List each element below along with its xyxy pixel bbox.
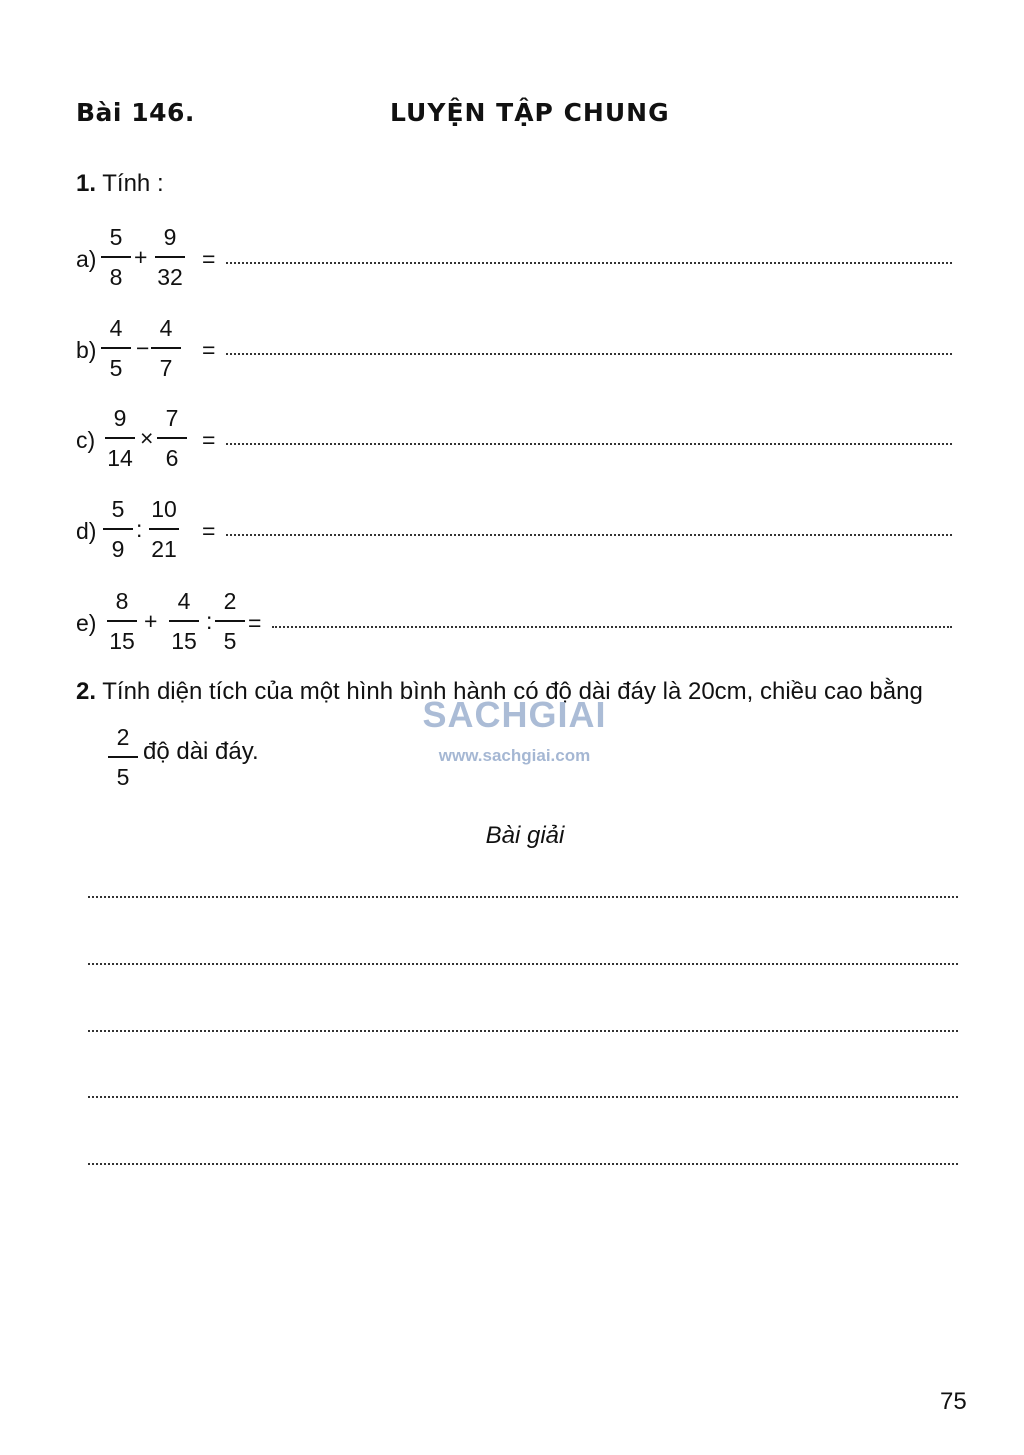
fraction — [214, 586, 246, 656]
numerator: 4 — [159, 315, 173, 341]
fraction — [148, 494, 180, 564]
exercise2-text: Tính diện tích của một hình bình hành có độ dài đáy là 20cm, chiều cao bằng — [102, 678, 923, 705]
denominator: 5 — [116, 763, 130, 790]
denominator: 15 — [109, 627, 135, 654]
solution-line[interactable] — [88, 896, 958, 898]
equals-sign: = — [202, 337, 216, 363]
exercise1-heading — [76, 170, 164, 198]
numerator: 2 — [223, 588, 237, 614]
problem-label: b) — [76, 337, 97, 363]
fraction — [106, 586, 138, 656]
denominator: 5 — [109, 354, 123, 381]
numerator: 2 — [116, 724, 130, 750]
fraction-bar — [151, 347, 181, 349]
fraction-bar — [101, 347, 131, 349]
page-number: 75 — [940, 1388, 967, 1415]
operator: : — [136, 516, 143, 542]
lesson-number: Bài 146. — [76, 98, 195, 127]
numerator: 10 — [151, 496, 177, 522]
answer-blank[interactable] — [226, 353, 952, 355]
solution-line[interactable] — [88, 1030, 958, 1032]
denominator: 14 — [107, 444, 133, 471]
numerator: 7 — [165, 405, 179, 431]
fraction — [102, 494, 134, 564]
operator: − — [136, 335, 150, 361]
fraction-bar — [149, 528, 179, 530]
problem-label: e) — [76, 610, 97, 636]
fraction-bar — [108, 756, 138, 758]
numerator: 5 — [111, 496, 125, 522]
exercise2-fraction — [107, 722, 139, 792]
denominator: 21 — [151, 535, 177, 562]
operator: + — [144, 608, 158, 634]
problem-c — [76, 403, 956, 473]
denominator: 15 — [171, 627, 197, 654]
answer-blank[interactable] — [226, 534, 952, 536]
denominator: 9 — [111, 535, 125, 562]
solution-line[interactable] — [88, 1096, 958, 1098]
problem-label: d) — [76, 518, 97, 544]
lesson-title: LUYỆN TẬP CHUNG — [390, 98, 670, 127]
answer-blank[interactable] — [272, 626, 952, 628]
numerator: 9 — [163, 224, 177, 250]
fraction-bar — [157, 437, 187, 439]
fraction — [168, 586, 200, 656]
answer-blank[interactable] — [226, 262, 952, 264]
numerator: 4 — [177, 588, 191, 614]
numerator: 8 — [115, 588, 129, 614]
fraction — [154, 222, 186, 292]
fraction — [156, 403, 188, 473]
operator: + — [134, 244, 148, 270]
equals-sign: = — [202, 246, 216, 272]
denominator: 8 — [109, 263, 123, 290]
problem-d — [76, 494, 956, 564]
answer-blank[interactable] — [226, 443, 952, 445]
fraction-bar — [103, 528, 133, 530]
fraction — [104, 403, 136, 473]
fraction — [100, 222, 132, 292]
exercise1-instruction: Tính : — [102, 170, 164, 197]
solution-line[interactable] — [88, 1163, 958, 1165]
denominator: 5 — [223, 627, 237, 654]
fraction-bar — [101, 256, 131, 258]
watermark-url: www.sachgiai.com — [438, 746, 591, 765]
exercise2-text-continued: độ dài đáy. — [143, 738, 259, 765]
equals-sign: = — [202, 427, 216, 453]
operator: : — [206, 608, 213, 634]
exercise1-number: 1. — [76, 170, 97, 197]
denominator: 6 — [165, 444, 179, 471]
fraction — [100, 313, 132, 383]
fraction-bar — [107, 620, 137, 622]
fraction-bar — [215, 620, 245, 622]
problem-label: c) — [76, 427, 96, 453]
denominator: 7 — [159, 354, 173, 381]
operator: × — [140, 425, 154, 451]
numerator: 5 — [109, 224, 123, 250]
solution-line[interactable] — [88, 963, 958, 965]
numerator: 9 — [113, 405, 127, 431]
equals-sign: = — [248, 610, 262, 636]
watermark — [412, 694, 617, 766]
problem-a — [76, 222, 956, 292]
numerator: 4 — [109, 315, 123, 341]
exercise2-number: 2. — [76, 678, 97, 705]
problem-e — [76, 586, 956, 656]
problem-b — [76, 313, 956, 383]
fraction — [150, 313, 182, 383]
fraction-bar — [155, 256, 185, 258]
watermark-logo: SACHGIAI — [422, 694, 607, 735]
equals-sign: = — [202, 518, 216, 544]
fraction-bar — [105, 437, 135, 439]
problem-label: a) — [76, 246, 97, 272]
denominator: 32 — [157, 263, 183, 290]
solution-heading: Bài giải — [485, 822, 565, 849]
fraction-bar — [169, 620, 199, 622]
